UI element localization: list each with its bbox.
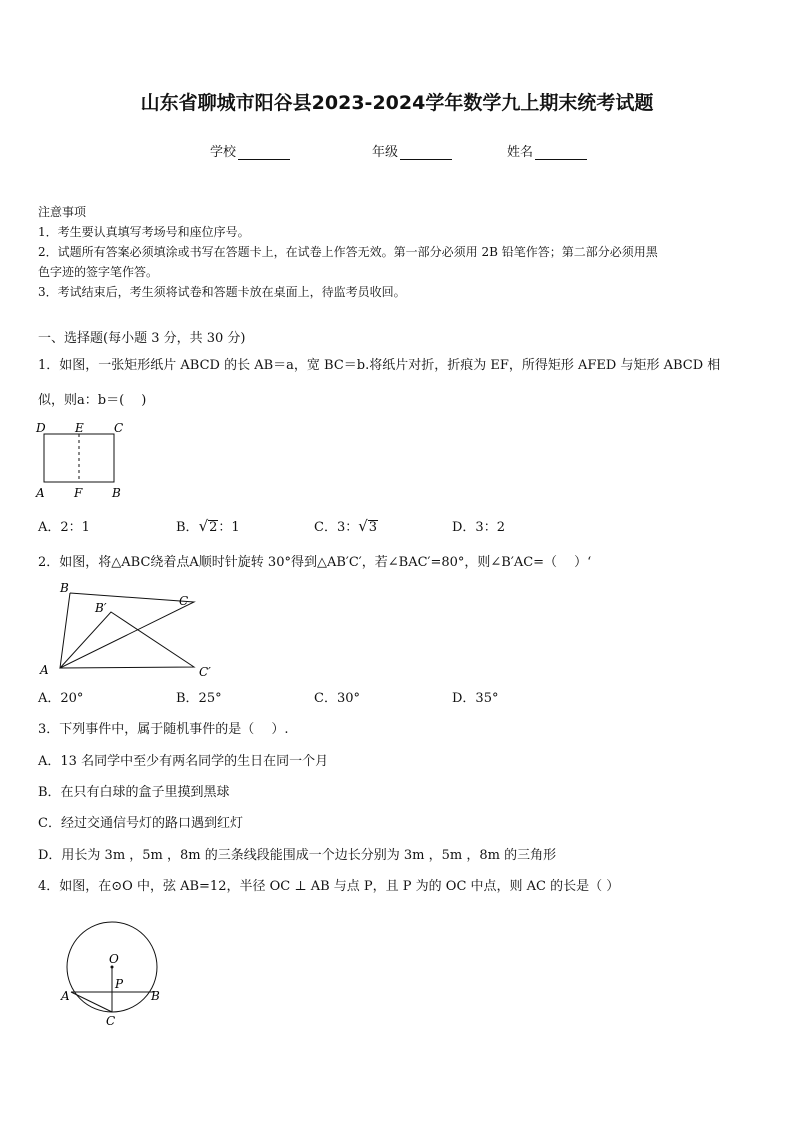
grade-field: [372, 141, 452, 160]
school-label: 学校: [210, 145, 237, 160]
label-c: C: [179, 594, 189, 608]
notice-item: 2．试题所有答案必须填涂或书写在答题卡上，在试卷上作答无效。第一部分必须用 2B 铅笔作答；第二部分必须用黑: [38, 245, 658, 259]
notice-item: 3．考试结束后，考生须将试卷和答题卡放在桌面上，待监考员收回。: [38, 285, 406, 299]
notice-block: [38, 202, 658, 302]
school-blank[interactable]: [238, 146, 290, 160]
label-p: P: [115, 977, 124, 991]
q1-text-line2: 似，则a：b＝( ): [38, 393, 147, 408]
notice-item: 色字迹的签字笔作答。: [38, 265, 159, 279]
q2-option-b[interactable]: B．25°: [176, 691, 222, 706]
label-c: C: [114, 421, 124, 435]
school-field: [210, 141, 290, 160]
triangle-ab1c1: [60, 612, 194, 668]
label-c: C: [106, 1014, 116, 1028]
q1-option-a[interactable]: A．2：1: [38, 520, 90, 535]
q1-option-d[interactable]: D．3：2: [452, 520, 505, 535]
q2-figure: [36, 578, 226, 682]
q1-option-c-radicand: 3: [368, 520, 378, 535]
grade-blank[interactable]: [400, 146, 452, 160]
label-e: E: [75, 421, 84, 435]
label-b-prime: B′: [95, 601, 107, 615]
segment-ac: [71, 992, 112, 1012]
label-f: F: [74, 486, 83, 500]
q4-figure: [58, 910, 168, 1032]
q1-text-line1: 1．如图，一张矩形纸片 ABCD 的长 AB＝a，宽 BC＝b.将纸片对折，折痕为 EF，所得矩形 AFED 与矩形 ABCD 相: [38, 358, 721, 373]
q2-option-d[interactable]: D．35°: [452, 691, 499, 706]
label-a: A: [40, 663, 49, 677]
q2-text: 2．如图，将△ABC绕着点A顺时针旋转 30°得到△AB′C′，若∠BAC′=80°，则∠B′AC=（ ）‘: [38, 555, 592, 570]
label-o: O: [109, 952, 119, 966]
label-d: D: [36, 421, 46, 435]
label-b: B: [151, 989, 160, 1003]
q1-option-b-prefix: B．: [176, 520, 199, 535]
q3-option-b[interactable]: B．在只有白球的盒子里摸到黑球: [38, 785, 230, 800]
q1-option-b[interactable]: B．√2：1: [176, 517, 240, 535]
notice-heading: 注意事项: [38, 205, 87, 219]
exam-title: 山东省聊城市阳谷县2023-2024学年数学九上期末统考试题: [140, 92, 654, 114]
q1-option-b-radicand: 2: [209, 520, 218, 535]
q1-option-c-prefix: C．3：: [314, 520, 359, 535]
name-label: 姓名: [507, 145, 534, 160]
label-b: B: [60, 581, 69, 595]
label-a: A: [61, 989, 70, 1003]
q4-text: 4．如图，在⊙O 中，弦 AB=12，半径 OC ⊥ AB 与点 P，且 P 为的 OC 中点，则 AC 的长是（ ）: [38, 879, 620, 894]
q3-text: 3．下列事件中，属于随机事件的是（ ）.: [38, 722, 289, 737]
q2-option-a[interactable]: A．20°: [38, 691, 84, 706]
q1-figure: [30, 418, 130, 502]
q1-option-c[interactable]: C．3：√3: [314, 517, 378, 535]
q3-option-a[interactable]: A．13 名同学中至少有两名同学的生日在同一个月: [38, 754, 329, 769]
q3-option-c[interactable]: C．经过交通信号灯的路口遇到红灯: [38, 816, 243, 831]
label-b: B: [112, 486, 121, 500]
triangle-abc: [60, 593, 194, 668]
section-heading: 一、选择题(每小题 3 分，共 30 分): [38, 331, 246, 346]
label-a: A: [36, 486, 45, 500]
name-field: [507, 141, 587, 160]
q1-option-b-suffix: ：1: [218, 520, 240, 535]
grade-label: 年级: [372, 145, 399, 160]
name-blank[interactable]: [535, 146, 587, 160]
notice-item: 1．考生要认真填写考场号和座位序号。: [38, 225, 250, 239]
q3-option-d[interactable]: D．用长为 3m ，5m ，8m 的三条线段能围成一个边长分别为 3m ，5m ，8m 的三角形: [38, 848, 557, 863]
q2-option-c[interactable]: C．30°: [314, 691, 360, 706]
label-c-prime: C′: [199, 665, 211, 679]
